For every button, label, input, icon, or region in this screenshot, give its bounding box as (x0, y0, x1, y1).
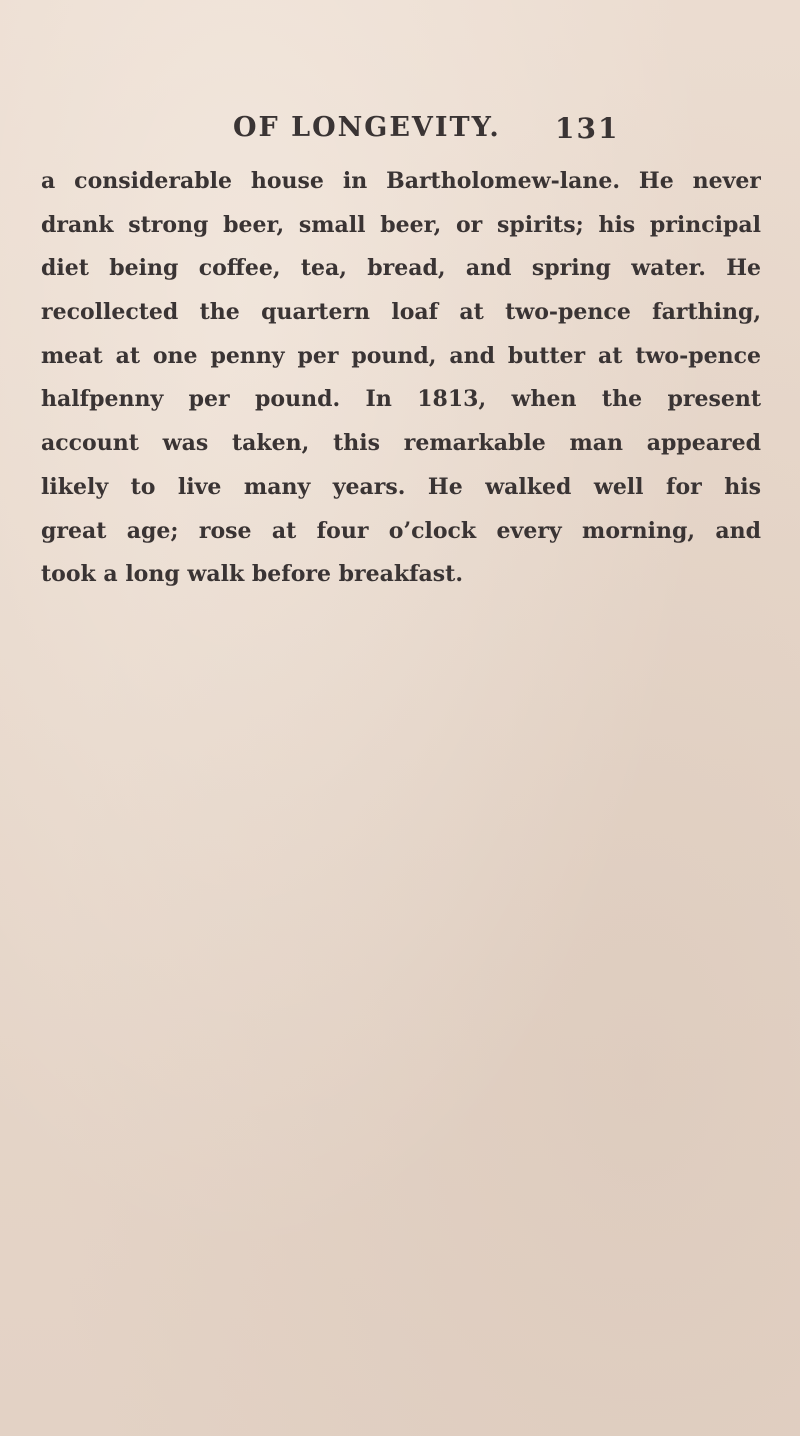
text-line: diet being coffee, tea, bread, and spring water. He (41, 255, 761, 282)
text-line: meat at one penny per pound, and butter at two-pence (41, 342, 761, 369)
running-title: OF LONGEVITY. (233, 112, 501, 143)
page-number: 131 (555, 112, 620, 145)
text-line: recollected the quartern loaf at two-pence farthing, (41, 299, 761, 326)
text-line: halfpenny per pound. In 1813, when the present (41, 386, 761, 413)
text-line: great age; rose at four o’clock every morning, and (41, 517, 761, 544)
text-line: a considerable house in Bartholomew-lane. He never (41, 168, 761, 194)
text-line: likely to live many years. He walked well for his (41, 473, 761, 500)
body-text (41, 160, 761, 597)
page-header (233, 112, 653, 152)
text-line: drank strong beer, small beer, or spirits; his principal (41, 211, 761, 238)
text-line: account was taken, this remarkable man appeared (41, 430, 761, 457)
text-line: took a long walk before breakfast. (41, 561, 464, 588)
